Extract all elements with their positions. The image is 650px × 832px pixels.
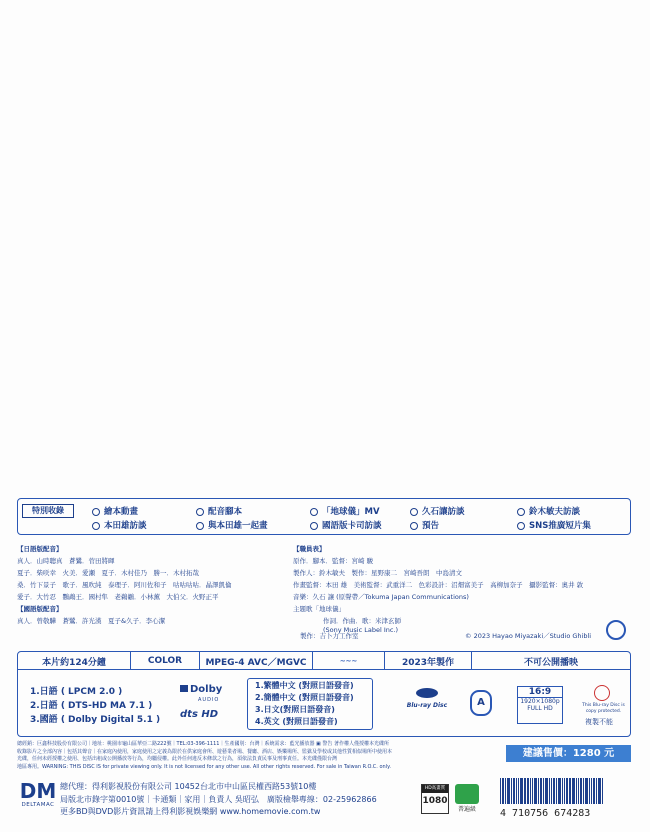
feature-item: 本田雄訪談 [92, 519, 147, 531]
subtitle-item: 1.繁體中文 (對照日語發音) [255, 681, 354, 690]
copy-protect-note: This Blu-ray Disc is copy protected. [582, 703, 625, 714]
runtime: 本片約124分鐘 [18, 652, 131, 670]
feature-item: 與本田雄一起畫 [196, 519, 268, 531]
barcode-icon [500, 778, 630, 808]
feature-item: 久石讓訪談 [410, 505, 465, 517]
circle-icon [517, 508, 525, 516]
dolby-sub: AUDIO [198, 697, 220, 703]
year-spec: 2023年製作 [385, 652, 472, 670]
staff-line: 主題歌「地球儀」 [293, 605, 345, 613]
special-features-title: 特別收錄 [22, 504, 74, 518]
barcode-number: 4 710756 674283 [500, 808, 591, 819]
price-tag: 建議售價：1280 元 [506, 745, 631, 762]
circle-icon [517, 522, 525, 530]
subtitle-item: 2.簡體中文 (對照日語發音) [255, 693, 354, 702]
ghibli-logo-icon [606, 620, 626, 640]
staff-line: 原作．腳本．監督：宮崎 駿 [293, 557, 374, 565]
title-logo-icon: ~~~ [313, 652, 385, 670]
rental-note: 不可公開播映 [523, 657, 578, 668]
audio-track: 1.日語 ( LPCM 2.0 ) [30, 687, 123, 697]
cast-line: 桑．竹下景子 歌子．風吹純 泰理子．阿川佐和子 咕咕咕咕．晶澤凱倫 [17, 581, 232, 589]
staff-line: 作詞．作曲．歌：米津玄師 [323, 617, 401, 625]
circle-icon [92, 522, 100, 530]
cast-zh-header: 【國語版配音】 [17, 605, 63, 613]
feature-item: 國語版卡司訪談 [310, 519, 382, 531]
legal-text: 總經銷：巨鑫科技股份有限公司｜地址：桃園市龜山區華亞二路222號｜TEL:03-396-1111｜生產國別：台灣｜系統需求：藍光播放器 ▣ 警告 著作權人僅授權本光碟所 收錄影片之全部內容｜包括其聲音｜在家庭內使用，家庭使用之定義為限於在供家庭會所、遊藝業者場、餐廳、酒店、娛樂場所、監獄及學校或其他性質相似場所中使用本 光碟，任何未經授權之使用、包括出租或公開播放等行為，均屬侵權。此外任何違反本條款之行為，須依法負責民事及刑事責任。本光碟僅限台灣 地區專用。WARNING: THIS DISC IS for private viewing only. It is not licensed for any other use. All other rights reserved. For sale in Taiwan R.O.C. only. [17, 741, 393, 770]
audio-track: 3.國語 ( Dolby Digital 5.1 ) [30, 715, 161, 725]
bluray-logo-icon: Blu-ray Disc [402, 688, 452, 709]
copyright: © 2023 Hayao Miyazaki／Studio Ghibli [465, 632, 592, 640]
circle-icon [310, 508, 318, 516]
feature-item: 預告 [410, 519, 439, 531]
circle-icon [310, 522, 318, 530]
rating-icon [455, 784, 479, 804]
staff-line: 音樂：久石 讓 (原聲帶／Tokuma Japan Communications) [293, 593, 469, 601]
cast-line: 愛子．大竹忍 鸚鵡王．國村隼 老鵜鶘．小林薰 大伯父．火野正平 [17, 593, 219, 601]
cast-line: 夏子．柴咲幸 火美．愛瀬 夏子．木村佳乃 勝一．木村拓哉 [17, 569, 199, 577]
copy-protect-label: 複製不能 [585, 718, 613, 726]
codec-spec: MPEG-4 AVC／MGVC [200, 652, 313, 670]
circle-icon [196, 508, 204, 516]
feature-item: 鈴木敏夫訪談 [517, 505, 580, 517]
circle-icon [410, 508, 418, 516]
staff-line: 製作人：鈴木敏夫 製作：星野康二 宮崎吾朗 中島清文 [293, 569, 462, 577]
cast-line: 真人．曾敬驊 蒼鷺．許光漢 夏子&久子．李心潔 [17, 617, 166, 625]
subtitle-item: 3.日文(對照日語發音) [255, 705, 335, 714]
staff-header: 【職員表】 [293, 545, 326, 553]
color-spec: COLOR [131, 652, 200, 670]
circle-icon [410, 522, 418, 530]
cast-jp-header: 【日語版配音】 [17, 545, 63, 553]
copy-protect-icon [594, 685, 610, 701]
distributor-info: 總代理：得利影視股份有限公司 10452台北市中山區民權西路53號10樓 局版北市錄字第0010號｜卡通類｜家用｜負責人 吳昭弘 廣版檢舉專線：02-25962866 更多BD與DVD影片資訊請上得利影視娛樂網 www.homemovie.com.tw [60, 782, 377, 816]
cast-line: 真人．山時聰真 蒼鷺．菅田將暉 [17, 557, 115, 565]
staff-line: 作畫監督：本田 雄 美術監督：武重洋二 色彩設計：沼畑富美子 高柳加奈子 攝影監督：奧井 敦 [293, 581, 584, 589]
staff-line: (Sony Music Label Inc.) [323, 626, 399, 634]
circle-icon [92, 508, 100, 516]
feature-item: 配音腳本 [196, 505, 242, 517]
dts-logo-icon: dts HD [180, 709, 219, 720]
feature-item: 「地球儀」MV [310, 505, 380, 517]
feature-item: SNS推廣短片集 [517, 519, 591, 531]
subtitle-item: 4.英文 (對照日語發音) [255, 717, 338, 726]
staff-section [293, 545, 633, 635]
feature-item: 繪本動畫 [92, 505, 138, 517]
deltamac-logo-icon: DM DELTAMAC [19, 779, 57, 808]
production-credit: 製作：吉卜力工作室 [300, 632, 359, 640]
audio-track: 2.日語 ( DTS-HD MA 7.1 ) [30, 701, 153, 711]
rating-badge: 普遍級 [454, 784, 480, 814]
cast-jp-section [17, 545, 287, 626]
hd-badge: HD高畫質 1080 [421, 784, 449, 814]
aspect-ratio-box: 16:9 1920×1080p FULL HD [517, 686, 563, 724]
dolby-logo-icon: Dolby [180, 684, 222, 695]
region-badge-icon: A [470, 690, 492, 716]
circle-icon [196, 522, 204, 530]
